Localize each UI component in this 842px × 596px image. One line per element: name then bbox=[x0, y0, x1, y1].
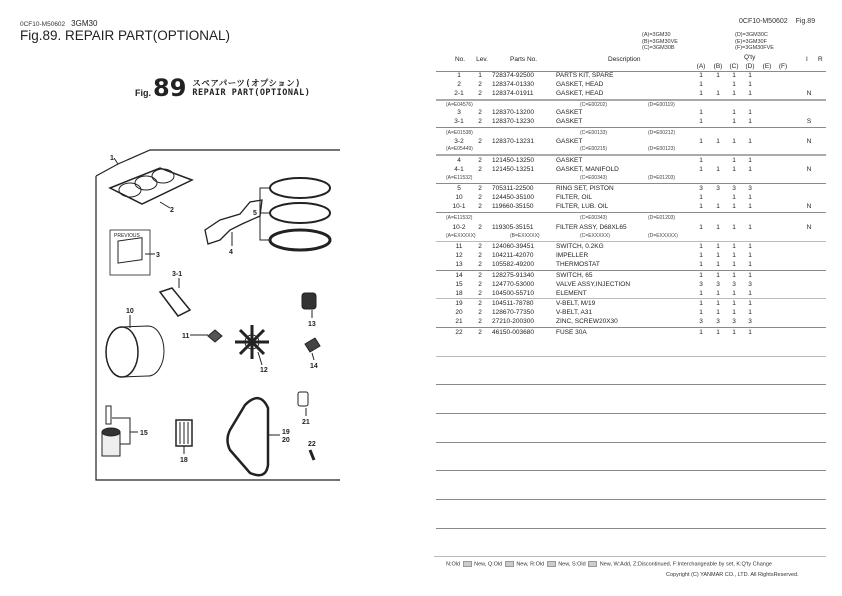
doc-code-right-text: 0CF10-M50602 bbox=[739, 18, 788, 25]
table-row: 5 2 705311-22500 RING SET, PISTON 3 3 3 3 bbox=[457, 185, 752, 192]
table-row: 12 2 104211-42070 IMPELLER 1 1 1 1 bbox=[455, 252, 752, 259]
arrow-icon bbox=[588, 561, 597, 567]
header-qty-f: (F) bbox=[778, 63, 788, 70]
header-qty-a: (A) bbox=[696, 63, 706, 70]
table-row: 11 2 124060-39451 SWITCH, 0.2KG 1 1 1 1 bbox=[455, 243, 752, 250]
empty-rule bbox=[436, 499, 826, 500]
table-row: 10-1 2 119660-35150 FILTER, LUB. OIL 1 1 1 1 N bbox=[452, 203, 812, 210]
callout-10: 10 bbox=[126, 308, 134, 315]
table-row: 4 2 121450-13250 GASKET 1 1 1 bbox=[457, 157, 752, 164]
table-row: 14 2 128275-91340 SWITCH, 65 1 1 1 1 bbox=[455, 272, 752, 279]
serial-note: (A=EXXXXX) bbox=[446, 233, 476, 239]
serial-note: (D=EXXXXX) bbox=[648, 233, 678, 239]
serial-note: (C=E00343) bbox=[580, 215, 608, 221]
serial-note: (A=E04576) bbox=[446, 102, 473, 108]
serial-note: (C=EXXXXX) bbox=[580, 233, 610, 239]
previous-label: PREVIOUS bbox=[114, 233, 140, 239]
table-row: 19 2 104511-78780 V-BELT, M/19 1 1 1 1 bbox=[455, 300, 752, 307]
callout-19: 19 bbox=[282, 429, 290, 436]
model-c: (C)=3GM30B bbox=[642, 45, 675, 51]
header-description: Description bbox=[608, 56, 641, 63]
empty-rule bbox=[436, 442, 826, 443]
model-d: (D)=3GM30C bbox=[735, 32, 768, 38]
callout-4: 4 bbox=[229, 249, 233, 256]
head-gasket-part bbox=[110, 168, 192, 204]
fig-number: 89 bbox=[153, 74, 187, 102]
callout-20: 20 bbox=[282, 437, 290, 444]
serial-note: (C=E00202) bbox=[580, 102, 608, 108]
table-row: 2 2 128374-01330 GASKET, HEAD 1 1 1 bbox=[457, 81, 752, 88]
table-row: 18 2 104500-55710 ELEMENT 1 1 1 1 bbox=[455, 290, 752, 297]
table-row: 2-1 2 128374-01911 GASKET, HEAD 1 1 1 1 N bbox=[454, 90, 812, 97]
table-row: 3-2 2 128370-13231 GASKET 1 1 1 1 N bbox=[454, 138, 812, 145]
header-parts-no: Parts No. bbox=[510, 56, 538, 63]
empty-rule bbox=[436, 528, 826, 529]
callout-3-1: 3-1 bbox=[172, 271, 183, 278]
callout-13: 13 bbox=[308, 321, 316, 328]
copyright: Copyright (C) YANMAR CO., LTD. All RightsReserved. bbox=[666, 572, 799, 578]
callout-1: 1 bbox=[110, 155, 114, 162]
table-row: 22 2 46150-003680 FUSE 30A 1 1 1 1 bbox=[455, 329, 752, 336]
serial-note: (C=E00215) bbox=[580, 146, 608, 152]
header-qty-b: (B) bbox=[713, 63, 723, 70]
serial-note: (C=E00133) bbox=[580, 130, 608, 136]
serial-note: (A=E05449) bbox=[446, 146, 473, 152]
serial-note: (D=E00123) bbox=[648, 146, 676, 152]
arrow-icon bbox=[505, 561, 514, 567]
table-row: 15 2 124770-53000 VALVE ASSY,INJECTION 3 3 3 3 bbox=[455, 281, 752, 288]
header-qty-c: (C) bbox=[729, 63, 739, 70]
fig-word: Fig. bbox=[135, 88, 151, 98]
callout-21: 21 bbox=[302, 419, 310, 426]
engine-model: 3GM30 bbox=[71, 19, 98, 28]
footer-divider bbox=[434, 556, 826, 557]
table-row: 13 2 105582-49200 THERMOSTAT 1 1 1 1 bbox=[455, 261, 752, 268]
table-row: 4-1 2 121450-13251 GASKET, MANIFOLD 1 1 1 1 N bbox=[454, 166, 812, 173]
arrow-icon bbox=[547, 561, 556, 567]
callout-18: 18 bbox=[180, 457, 188, 464]
document-code bbox=[20, 19, 97, 28]
empty-rule bbox=[436, 384, 826, 385]
serial-note: (A=E11532) bbox=[446, 175, 473, 181]
table-row: 1 1 728374-92500 PARTS KIT, SPARE 1 1 1 1 bbox=[457, 72, 752, 79]
table-row: 20 2 128670-77350 V-BELT, A31 1 1 1 1 bbox=[455, 309, 752, 316]
callout-5: 5 bbox=[253, 210, 257, 217]
serial-note: (D=E00119) bbox=[648, 102, 675, 108]
empty-rule bbox=[436, 356, 826, 357]
table-row: 3 2 128370-13200 GASKET 1 1 1 bbox=[457, 109, 752, 116]
header-qty-d: (D) bbox=[745, 63, 755, 70]
header-r: R bbox=[818, 56, 823, 63]
fig-ref: Fig.89 bbox=[795, 18, 816, 25]
callout-22: 22 bbox=[308, 441, 316, 448]
model-a: (A)=3GM30 bbox=[642, 32, 671, 38]
header-qty: Q'ty bbox=[744, 54, 756, 61]
header-no: No. bbox=[454, 56, 466, 63]
serial-note: (D=E01203) bbox=[648, 175, 676, 181]
title-japanese: スペアパーツ(オプション) bbox=[192, 79, 301, 89]
callout-3: 3 bbox=[156, 252, 160, 259]
callout-2: 2 bbox=[170, 207, 174, 214]
model-f: (F)=3GM30FVE bbox=[735, 45, 774, 51]
illustration-heading bbox=[135, 74, 311, 102]
interchangeability-legend: N:Old New, Q:Old New, R:Old New, S:Old New, W:Add, Z:Discontinued, F:Interchangeable by set, K:Q'ty Change bbox=[446, 561, 772, 568]
callout-11: 11 bbox=[182, 333, 190, 340]
callout-14: 14 bbox=[310, 363, 318, 370]
empty-rule bbox=[436, 470, 826, 471]
table-row: 10 2 124450-35100 FILTER, OIL 1 1 1 bbox=[455, 194, 752, 201]
title-english: REPAIR PART(OPTIONAL) bbox=[192, 88, 311, 98]
empty-rule bbox=[436, 413, 826, 414]
page-title: Fig.89. REPAIR PART(OPTIONAL) bbox=[20, 28, 231, 43]
doc-code-text: 0CF10-M50602 bbox=[20, 21, 66, 28]
document-code-right bbox=[739, 18, 815, 25]
table-row: 21 2 27210-200300 ZINC, SCREW20X30 3 3 3 3 bbox=[455, 318, 752, 325]
model-e: (E)=3GM30F bbox=[735, 38, 767, 45]
model-legend-left bbox=[642, 32, 678, 52]
model-legend-right bbox=[735, 32, 774, 52]
header-i: I bbox=[806, 56, 808, 63]
callout-12: 12 bbox=[260, 367, 268, 374]
header-lev: Lev. bbox=[476, 56, 488, 63]
serial-note: (D=E01203) bbox=[648, 215, 676, 221]
serial-note: (B=EXXXXX) bbox=[510, 233, 540, 239]
serial-note: (C=E00343) bbox=[580, 175, 608, 181]
model-b: (B)=3GM30VE bbox=[642, 38, 678, 45]
table-row: 10-2 2 119305-35151 FILTER ASSY, D68XL65 1 1 1 1 N bbox=[452, 224, 812, 231]
arrow-icon bbox=[463, 561, 472, 567]
callout-15: 15 bbox=[140, 430, 148, 437]
serial-note: (A=E11532) bbox=[446, 215, 473, 221]
serial-note: (A=E01538) bbox=[446, 130, 473, 136]
serial-note: (D=E00212) bbox=[648, 130, 676, 136]
parts-diagram bbox=[90, 140, 340, 485]
header-qty-e: (E) bbox=[762, 63, 772, 70]
table-row: 3-1 2 128370-13230 GASKET 1 1 1 S bbox=[454, 118, 812, 125]
